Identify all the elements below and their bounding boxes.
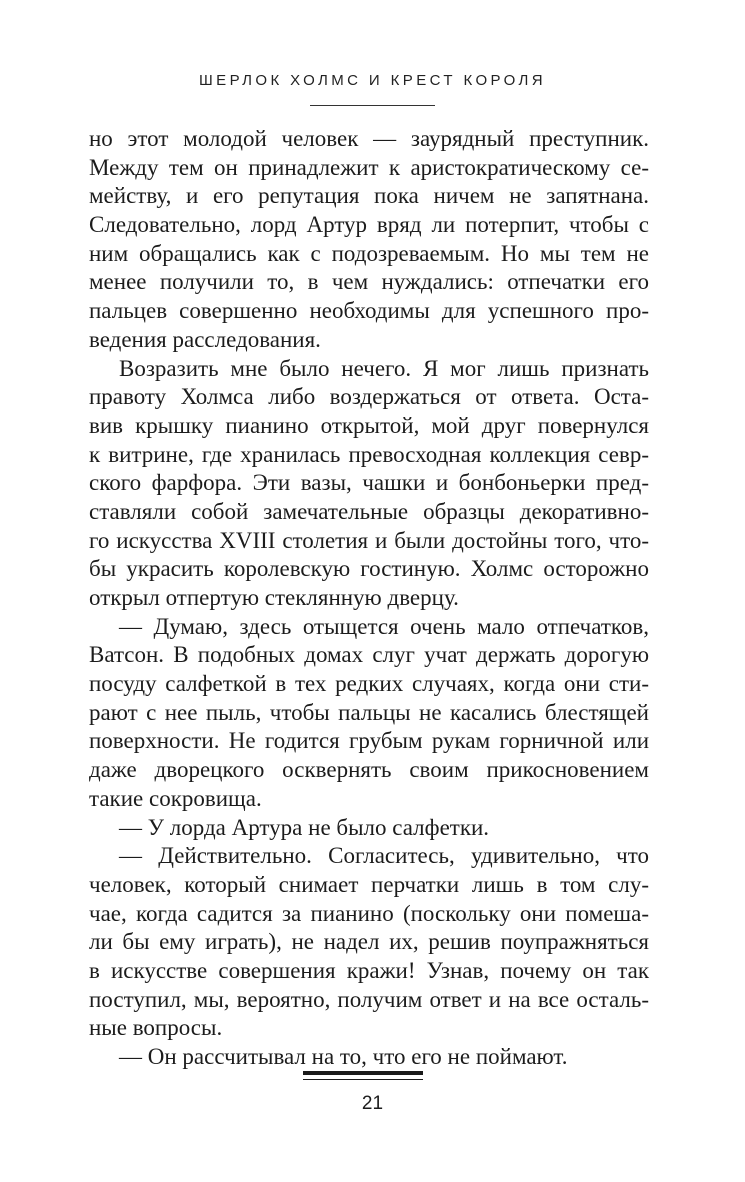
text-line: ского фарфора. Эти вазы, чашки и бонбоньерки пред- bbox=[89, 470, 649, 496]
text-line: ставляли собой замечательные образцы декоративно- bbox=[89, 498, 649, 524]
text-line: Между тем он принадлежит к аристократическому се- bbox=[89, 154, 649, 180]
text-line: — Действительно. Согласитесь, удивительно, что bbox=[119, 843, 649, 869]
text-line: го искусства XVIII столетия и были достойны того, что- bbox=[89, 527, 649, 553]
text-line: поверхности. Не годится грубым рукам горничной или bbox=[89, 728, 649, 754]
text-line: чае, когда садится за пианино (поскольку они помеша- bbox=[89, 900, 649, 926]
text-line: правоту Холмса либо воздержаться от ответа. Оста- bbox=[89, 384, 649, 410]
text-line: — У лорда Артура не было салфетки. bbox=[119, 814, 490, 840]
body-text bbox=[89, 125, 649, 1072]
text-line: рают с нее пыль, чтобы пальцы не касались блестящей bbox=[89, 699, 649, 725]
text-line: ведения расследования. bbox=[89, 326, 321, 352]
text-line: поступил, мы, вероятно, получим ответ и на все осталь- bbox=[89, 986, 649, 1012]
text-line: Ватсон. В подобных домах слуг учат держать дорогую bbox=[89, 642, 649, 668]
text-line: но этот молодой человек — заурядный преступник. bbox=[89, 126, 649, 151]
page-number: 21 bbox=[361, 1093, 384, 1114]
running-head-title: ШЕРЛОК ХОЛМС И КРЕСТ КОРОЛЯ bbox=[199, 72, 546, 89]
text-line: ли бы ему играть), не надел их, решив поупражняться bbox=[89, 929, 649, 955]
text-line: вив крышку пианино открытой, мой друг повернулся bbox=[89, 412, 649, 438]
text-line: ные вопросы. bbox=[89, 1015, 223, 1041]
text-line: мейству, и его репутация пока ничем не запятнана. bbox=[89, 183, 649, 209]
text-line: такие сокровища. bbox=[89, 785, 262, 811]
text-line: к витрине, где хранилась превосходная коллекция севр- bbox=[89, 441, 649, 467]
text-line: пальцев совершенно необходимы для успешного про- bbox=[89, 298, 649, 324]
text-line: открыл отпертую стеклянную дверцу. bbox=[89, 585, 459, 610]
running-head-rule bbox=[310, 105, 435, 106]
text-line: посуду салфеткой в тех редких случаях, когда они сти- bbox=[89, 671, 649, 697]
text-line: бы украсить королевскую гостиную. Холмс осторожно bbox=[89, 556, 649, 582]
text-line: даже дворецкого осквернять своим прикосновением bbox=[89, 757, 649, 783]
footer-rule-thin bbox=[303, 1079, 423, 1080]
text-line: менее получили то, в чем нуждались: отпечатки его bbox=[89, 269, 649, 295]
text-line: человек, который снимает перчатки лишь в том слу- bbox=[89, 871, 649, 897]
text-line: в искусстве совершения кражи! Узнав, почему он так bbox=[89, 957, 649, 983]
text-line: — Думаю, здесь отыщется очень мало отпечатков, bbox=[119, 613, 649, 639]
text-line: — Он рассчитывал на то, что его не поймают. bbox=[119, 1044, 568, 1069]
footer-rule-thick bbox=[303, 1071, 423, 1075]
text-line: ним обращались как с подозреваемым. Но мы тем не bbox=[89, 240, 649, 266]
text-line: Следовательно, лорд Артур вряд ли потерпит, чтобы с bbox=[89, 212, 649, 238]
text-line: Возразить мне было нечего. Я мог лишь признать bbox=[119, 355, 649, 381]
